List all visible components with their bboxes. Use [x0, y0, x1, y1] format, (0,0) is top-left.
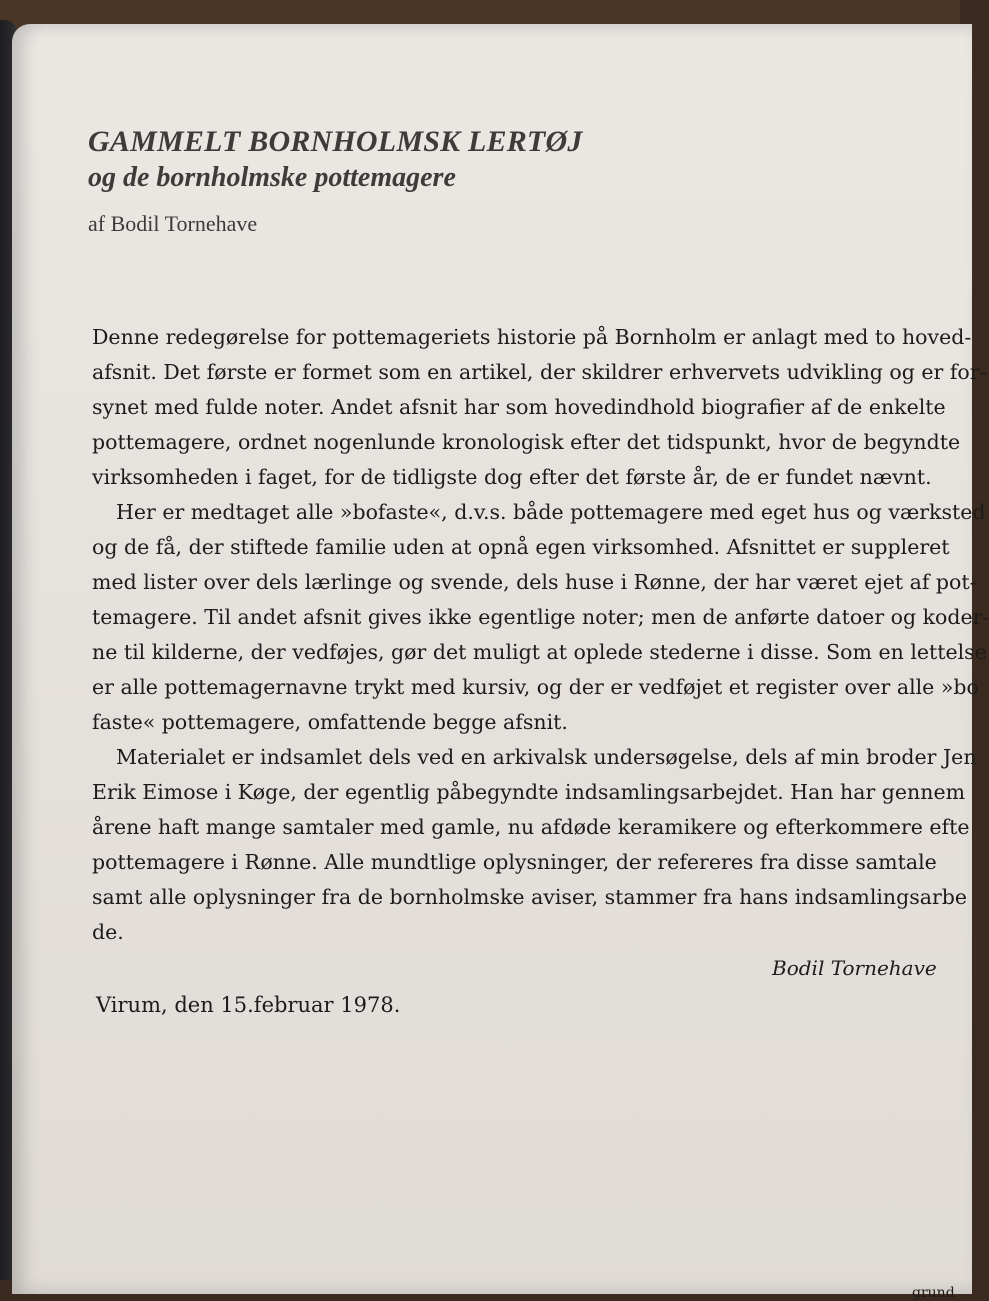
text-line: samt alle oplysninger fra de bornholmske aviser, stammer fra hans indsamlingsarbe [92, 885, 968, 909]
body-text [92, 320, 989, 950]
author-byline: af Bodil Tornehave [88, 211, 258, 236]
text-line: de. [92, 920, 124, 944]
text-line: årene haft mange samtaler med gamle, nu afdøde keramikere og efterkommere efte [92, 815, 970, 839]
text-line: pottemagere, ordnet nogenlunde kronologisk efter det tidspunkt, hvor de begyndte [92, 430, 961, 454]
heading-block [88, 124, 788, 238]
text-line: er alle pottemagernavne trykt med kursiv, og der er vedføjet et register over alle »bo [92, 675, 979, 699]
signature: Bodil Tornehave [772, 956, 937, 980]
text-line: faste« pottemagere, omfattende begge afsnit. [92, 710, 568, 734]
page-subtitle: og de bornholmske pottemagere [88, 162, 456, 193]
text-line: Erik Eimose i Køge, der egentlig påbegyndte indsamlingsarbejdet. Han har gennem [92, 780, 966, 804]
text-line: Her er medtaget alle »bofaste«, d.v.s. både pottemagere med eget hus og værksted [116, 500, 986, 524]
cropped-text-fragment: grund [912, 1285, 955, 1301]
text-line: ne til kilderne, der vedføjes, gør det muligt at oplede stederne i disse. Som en lettelse [92, 640, 987, 664]
text-line: virksomheden i faget, for de tidligste dog efter det første år, de er fundet nævnt. [92, 465, 932, 489]
page-title: GAMMELT BORNHOLMSK LERTØJ [88, 125, 583, 158]
text-line: og de få, der stiftede familie uden at opnå egen virksomhed. Afsnittet er suppleret [92, 535, 950, 559]
text-line: temagere. Til andet afsnit gives ikke egentlige noter; men de anførte datoer og koder- [92, 605, 989, 629]
text-line: pottemagere i Rønne. Alle mundtlige oplysninger, der refereres fra disse samtale [92, 850, 937, 874]
text-line: Materialet er indsamlet dels ved en arkivalsk undersøgelse, dels af min broder Jen [116, 745, 977, 769]
text-line: synet med fulde noter. Andet afsnit har som hovedindhold biografier af de enkelte [92, 395, 946, 419]
place-and-date: Virum, den 15.februar 1978. [96, 993, 401, 1017]
text-line: Denne redegørelse for pottemageriets historie på Bornholm er anlagt med to hoved- [92, 325, 972, 349]
text-line: med lister over dels lærlinge og svende, dels huse i Rønne, der har været ejet af pot- [92, 570, 977, 594]
text-line: afsnit. Det første er formet som en artikel, der skildrer erhvervets udvikling og er for- [92, 360, 987, 384]
book-page [12, 24, 989, 1301]
